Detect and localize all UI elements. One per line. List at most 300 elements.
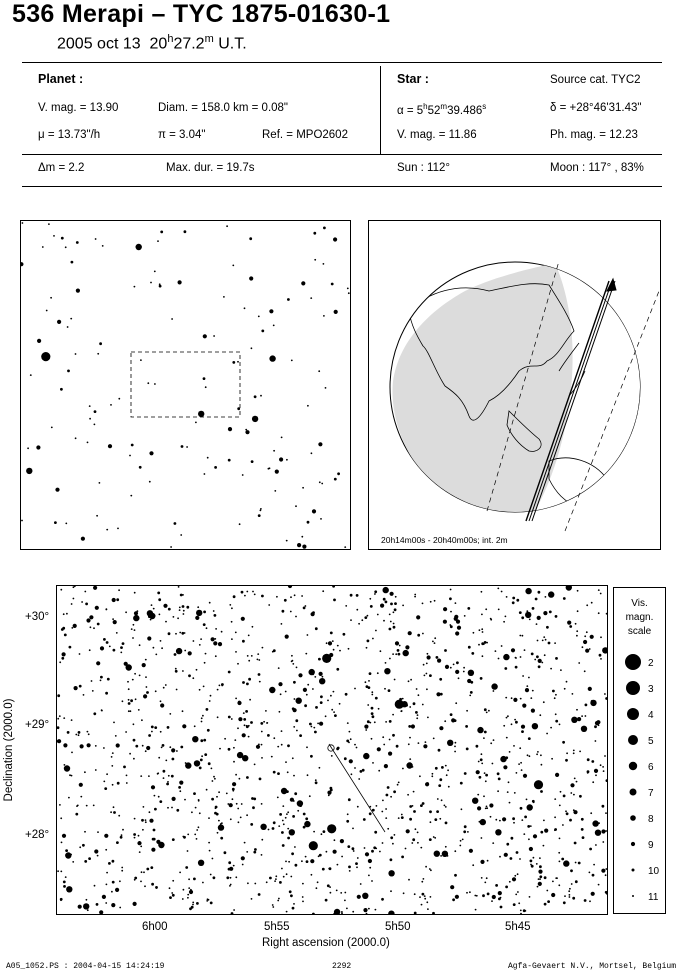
chart-star	[357, 895, 361, 899]
main-star-field	[57, 586, 607, 914]
chart-star	[500, 906, 503, 909]
chart-star	[238, 717, 242, 721]
chart-star	[526, 685, 528, 687]
chart-star	[238, 701, 241, 704]
legend-magnitude-dot	[631, 842, 635, 846]
chart-star	[126, 664, 132, 670]
chart-star	[503, 654, 509, 660]
chart-star	[491, 683, 497, 689]
chart-star	[113, 722, 115, 724]
legend-magnitude-label: 3	[648, 684, 654, 695]
chart-star	[153, 647, 155, 649]
chart-star	[583, 640, 587, 644]
chart-star	[336, 668, 339, 671]
chart-star	[304, 704, 307, 707]
chart-star	[66, 886, 72, 892]
chart-star	[572, 897, 575, 900]
chart-star	[113, 620, 117, 624]
chart-star	[71, 603, 73, 605]
chart-star	[258, 744, 260, 746]
chart-star	[388, 689, 391, 692]
chart-star	[521, 725, 525, 729]
chart-star	[185, 866, 188, 869]
chart-star	[568, 890, 570, 892]
chart-star	[585, 704, 588, 707]
chart-star	[142, 829, 144, 831]
chart-star	[415, 828, 417, 830]
chart-star	[200, 638, 202, 640]
chart-star	[421, 904, 423, 906]
chart-star	[471, 652, 474, 655]
chart-star	[405, 704, 408, 707]
chart-star	[260, 824, 266, 830]
chart-star	[434, 851, 440, 857]
chart-star	[320, 701, 323, 704]
chart-star	[134, 629, 136, 631]
chart-star	[495, 650, 497, 652]
chart-star	[330, 892, 332, 894]
chart-star	[569, 819, 572, 822]
chart-star	[321, 833, 323, 835]
chart-star	[217, 716, 219, 718]
chart-star	[600, 764, 602, 766]
chart-star	[529, 755, 531, 757]
chart-star	[365, 852, 369, 856]
chart-star	[59, 715, 61, 717]
chart-star	[421, 881, 423, 883]
chart-star	[490, 742, 492, 744]
finder-star	[89, 405, 91, 407]
chart-star	[579, 751, 581, 753]
chart-star	[230, 877, 232, 879]
chart-star	[206, 627, 208, 629]
finder-star	[65, 523, 67, 525]
chart-star	[482, 894, 485, 897]
chart-star	[230, 884, 232, 886]
chart-star	[538, 665, 541, 668]
footer-page-number: 2292	[332, 962, 352, 971]
chart-star	[345, 693, 348, 696]
chart-star	[476, 895, 478, 897]
chart-star	[559, 838, 561, 840]
chart-star	[497, 772, 500, 775]
ra-hours: α = 5	[397, 104, 424, 117]
chart-star	[417, 714, 419, 716]
chart-star	[200, 759, 203, 762]
chart-star	[377, 672, 379, 674]
finder-star	[76, 289, 80, 293]
chart-star	[306, 694, 308, 696]
chart-star	[210, 695, 212, 697]
chart-star	[418, 742, 420, 744]
x-axis-label: Right ascension (2000.0)	[262, 937, 390, 949]
legend-magnitude-dot	[626, 681, 640, 695]
chart-star	[102, 895, 106, 899]
finder-star	[302, 487, 304, 489]
y-axis-label: Declination (2000.0)	[3, 698, 15, 802]
chart-star	[346, 820, 349, 823]
chart-star	[559, 861, 561, 863]
legend-magnitude-label: 8	[648, 814, 654, 825]
chart-star	[288, 586, 292, 588]
chart-star	[476, 770, 480, 774]
chart-star	[217, 832, 219, 834]
chart-star	[484, 882, 486, 884]
main-star-chart	[56, 585, 608, 915]
chart-star	[598, 612, 600, 614]
chart-star	[585, 649, 589, 653]
chart-star	[99, 910, 103, 914]
chart-star	[507, 791, 509, 793]
chart-star	[416, 615, 420, 619]
chart-star	[260, 722, 263, 725]
chart-star	[531, 653, 534, 656]
chart-star	[71, 752, 73, 754]
chart-star	[570, 783, 574, 787]
chart-star	[295, 616, 297, 618]
chart-star	[280, 693, 282, 695]
finder-star	[287, 298, 290, 301]
chart-star	[541, 764, 543, 766]
chart-star	[341, 856, 343, 858]
chart-star	[352, 847, 355, 850]
chart-star	[520, 913, 522, 914]
chart-star	[167, 726, 170, 729]
chart-star	[439, 726, 443, 730]
xtick-label: 6h00	[142, 921, 168, 933]
chart-star	[423, 878, 425, 880]
finder-star	[27, 447, 29, 449]
finder-star	[325, 387, 327, 389]
chart-star	[193, 640, 195, 642]
finder-star	[181, 445, 184, 448]
legend-magnitude-label: 10	[648, 866, 660, 877]
chart-star	[179, 609, 181, 611]
chart-star	[461, 808, 463, 810]
chart-star	[78, 734, 80, 736]
chart-star	[537, 616, 541, 620]
globe-svg	[369, 221, 660, 549]
chart-star	[325, 899, 328, 902]
chart-star	[192, 677, 194, 679]
chart-star	[286, 790, 289, 793]
chart-star	[89, 615, 93, 619]
chart-star	[160, 731, 162, 733]
finder-star	[214, 466, 217, 469]
chart-star	[566, 812, 569, 815]
chart-star	[373, 846, 376, 849]
chart-star	[483, 643, 485, 645]
chart-star	[512, 817, 515, 820]
chart-star	[231, 621, 233, 623]
chart-star	[243, 718, 246, 721]
chart-star	[543, 820, 545, 822]
chart-star	[64, 765, 70, 771]
chart-star	[430, 821, 432, 823]
chart-star	[148, 734, 151, 737]
finder-star	[281, 437, 283, 439]
chart-star	[347, 813, 349, 815]
chart-star	[187, 834, 189, 836]
chart-star	[345, 605, 347, 607]
chart-star	[167, 807, 169, 809]
chart-star	[261, 854, 263, 856]
chart-star	[592, 781, 594, 783]
chart-star	[387, 786, 390, 789]
chart-star	[454, 850, 456, 852]
finder-star	[61, 237, 64, 240]
chart-star	[326, 642, 328, 644]
chart-star	[228, 671, 231, 674]
chart-star	[202, 882, 204, 884]
chart-star	[544, 654, 546, 656]
finder-star	[258, 316, 260, 318]
chart-star	[294, 698, 296, 700]
chart-star	[273, 771, 276, 774]
chart-star	[135, 698, 137, 700]
chart-star	[116, 632, 118, 634]
chart-star	[539, 865, 542, 868]
chart-star	[532, 723, 538, 729]
chart-star	[121, 834, 123, 836]
chart-star	[573, 794, 575, 796]
chart-star	[581, 828, 584, 831]
chart-star	[83, 903, 89, 909]
chart-star	[523, 833, 525, 835]
chart-star	[427, 908, 429, 910]
chart-star	[492, 763, 494, 765]
chart-star	[142, 745, 144, 747]
chart-star	[200, 739, 203, 742]
chart-star	[477, 727, 483, 733]
chart-star	[278, 898, 280, 900]
chart-star	[133, 624, 135, 626]
chart-star	[133, 723, 135, 725]
finder-star	[252, 416, 258, 422]
chart-star	[221, 683, 224, 686]
chart-star	[268, 829, 270, 831]
chart-star	[371, 880, 373, 882]
chart-star	[208, 842, 210, 844]
chart-star	[539, 857, 541, 859]
chart-star	[179, 790, 181, 792]
chart-star	[209, 602, 211, 604]
finder-star	[331, 283, 334, 286]
asteroid-track	[329, 744, 385, 832]
chart-star	[371, 712, 374, 715]
chart-star	[369, 812, 372, 815]
chart-star	[388, 870, 394, 876]
chart-star	[456, 620, 460, 624]
finder-star	[273, 450, 275, 452]
chart-star	[523, 774, 527, 778]
finder-star	[184, 230, 187, 233]
chart-star	[478, 761, 480, 763]
chart-star	[242, 864, 244, 866]
chart-star	[520, 807, 523, 810]
chart-star	[573, 752, 575, 754]
chart-star	[89, 649, 91, 651]
chart-star	[481, 628, 483, 630]
chart-star	[581, 726, 587, 732]
finder-star	[223, 296, 225, 298]
chart-star	[258, 673, 261, 676]
legend-magnitude-label: 9	[648, 840, 654, 851]
chart-star	[574, 842, 577, 845]
chart-star	[481, 591, 483, 593]
chart-star	[563, 860, 569, 866]
chart-star	[522, 635, 524, 637]
chart-star	[569, 625, 572, 628]
chart-star	[529, 896, 531, 898]
chart-star	[587, 770, 590, 773]
chart-star	[595, 830, 601, 836]
chart-star	[417, 634, 420, 637]
chart-star	[235, 876, 237, 878]
chart-star	[162, 744, 165, 747]
chart-star	[169, 887, 171, 889]
chart-star	[363, 818, 366, 821]
chart-star	[543, 701, 545, 703]
chart-star	[232, 782, 236, 786]
chart-star	[487, 893, 490, 896]
chart-star	[434, 818, 437, 821]
chart-star	[317, 723, 319, 725]
chart-star	[231, 638, 233, 640]
chart-star	[332, 640, 334, 642]
chart-star	[97, 855, 99, 857]
chart-star	[508, 781, 510, 783]
chart-star	[422, 802, 425, 805]
chart-star	[388, 911, 394, 915]
chart-star	[202, 715, 204, 717]
info-mid-rule	[22, 154, 662, 155]
chart-star	[242, 681, 245, 684]
chart-star	[122, 829, 124, 831]
chart-star	[187, 897, 189, 899]
chart-star	[141, 819, 144, 822]
finder-star	[258, 514, 261, 517]
chart-star	[498, 609, 500, 611]
chart-star	[357, 857, 359, 859]
chart-star	[198, 826, 200, 828]
chart-star	[214, 812, 217, 815]
chart-star	[199, 689, 201, 691]
chart-star	[340, 892, 342, 894]
chart-star	[350, 594, 353, 597]
chart-star	[141, 871, 143, 873]
chart-star	[377, 747, 381, 751]
chart-star	[176, 689, 178, 691]
chart-star	[555, 877, 557, 879]
chart-star	[544, 876, 547, 879]
chart-star	[153, 608, 155, 610]
chart-star	[179, 607, 181, 609]
chart-star	[544, 829, 548, 833]
chart-star	[371, 707, 374, 710]
chart-star	[241, 803, 243, 805]
finder-star	[134, 286, 136, 288]
chart-star	[489, 803, 493, 807]
chart-star	[412, 838, 415, 841]
chart-star	[430, 896, 432, 898]
chart-star	[248, 660, 250, 662]
chart-star	[121, 867, 123, 869]
chart-star	[509, 802, 511, 804]
chart-star	[94, 885, 96, 887]
finder-star	[139, 466, 142, 469]
finder-star	[307, 521, 310, 524]
finder-star	[334, 478, 337, 481]
chart-star	[479, 776, 482, 779]
chart-star	[546, 733, 548, 735]
chart-star	[362, 893, 368, 899]
chart-star	[183, 610, 185, 612]
chart-star	[546, 626, 549, 629]
page-title: 536 Merapi – TYC 1875-01630-1	[12, 0, 391, 28]
chart-star	[390, 796, 392, 798]
chart-star	[371, 691, 373, 693]
chart-star	[559, 724, 561, 726]
chart-star	[598, 589, 600, 591]
ra-minutes-unit: m	[440, 102, 448, 111]
finder-star	[154, 383, 156, 385]
chart-star	[398, 817, 400, 819]
chart-star	[287, 744, 290, 747]
chart-star	[322, 654, 331, 663]
chart-star	[80, 796, 82, 798]
chart-star	[252, 626, 254, 628]
chart-star	[232, 798, 234, 800]
chart-star	[64, 764, 66, 766]
chart-star	[588, 687, 592, 691]
chart-star	[497, 588, 499, 590]
chart-star	[552, 690, 555, 693]
finder-star	[319, 481, 321, 483]
chart-star	[563, 597, 566, 600]
chart-star	[577, 717, 581, 721]
chart-star	[570, 792, 572, 794]
chart-star	[444, 805, 446, 807]
chart-star	[250, 823, 253, 826]
chart-star	[444, 649, 447, 652]
chart-star	[204, 662, 206, 664]
chart-star	[560, 791, 562, 793]
chart-star	[207, 898, 209, 900]
chart-star	[113, 806, 115, 808]
chart-star	[425, 741, 427, 743]
chart-star	[503, 765, 507, 769]
chart-star	[507, 715, 509, 717]
chart-star	[565, 759, 568, 762]
finder-star	[94, 410, 97, 413]
chart-star	[319, 722, 323, 726]
finder-star	[96, 515, 98, 517]
chart-star	[573, 750, 575, 752]
chart-star	[290, 876, 292, 878]
finder-star	[344, 546, 346, 548]
chart-star	[537, 751, 539, 753]
chart-star	[299, 734, 302, 737]
chart-star	[73, 598, 75, 600]
chart-star	[350, 738, 352, 740]
chart-star	[182, 724, 186, 728]
finder-star	[51, 427, 53, 429]
chart-star	[305, 817, 308, 820]
chart-star	[470, 691, 473, 694]
chart-star	[182, 898, 184, 900]
chart-star	[337, 864, 339, 866]
